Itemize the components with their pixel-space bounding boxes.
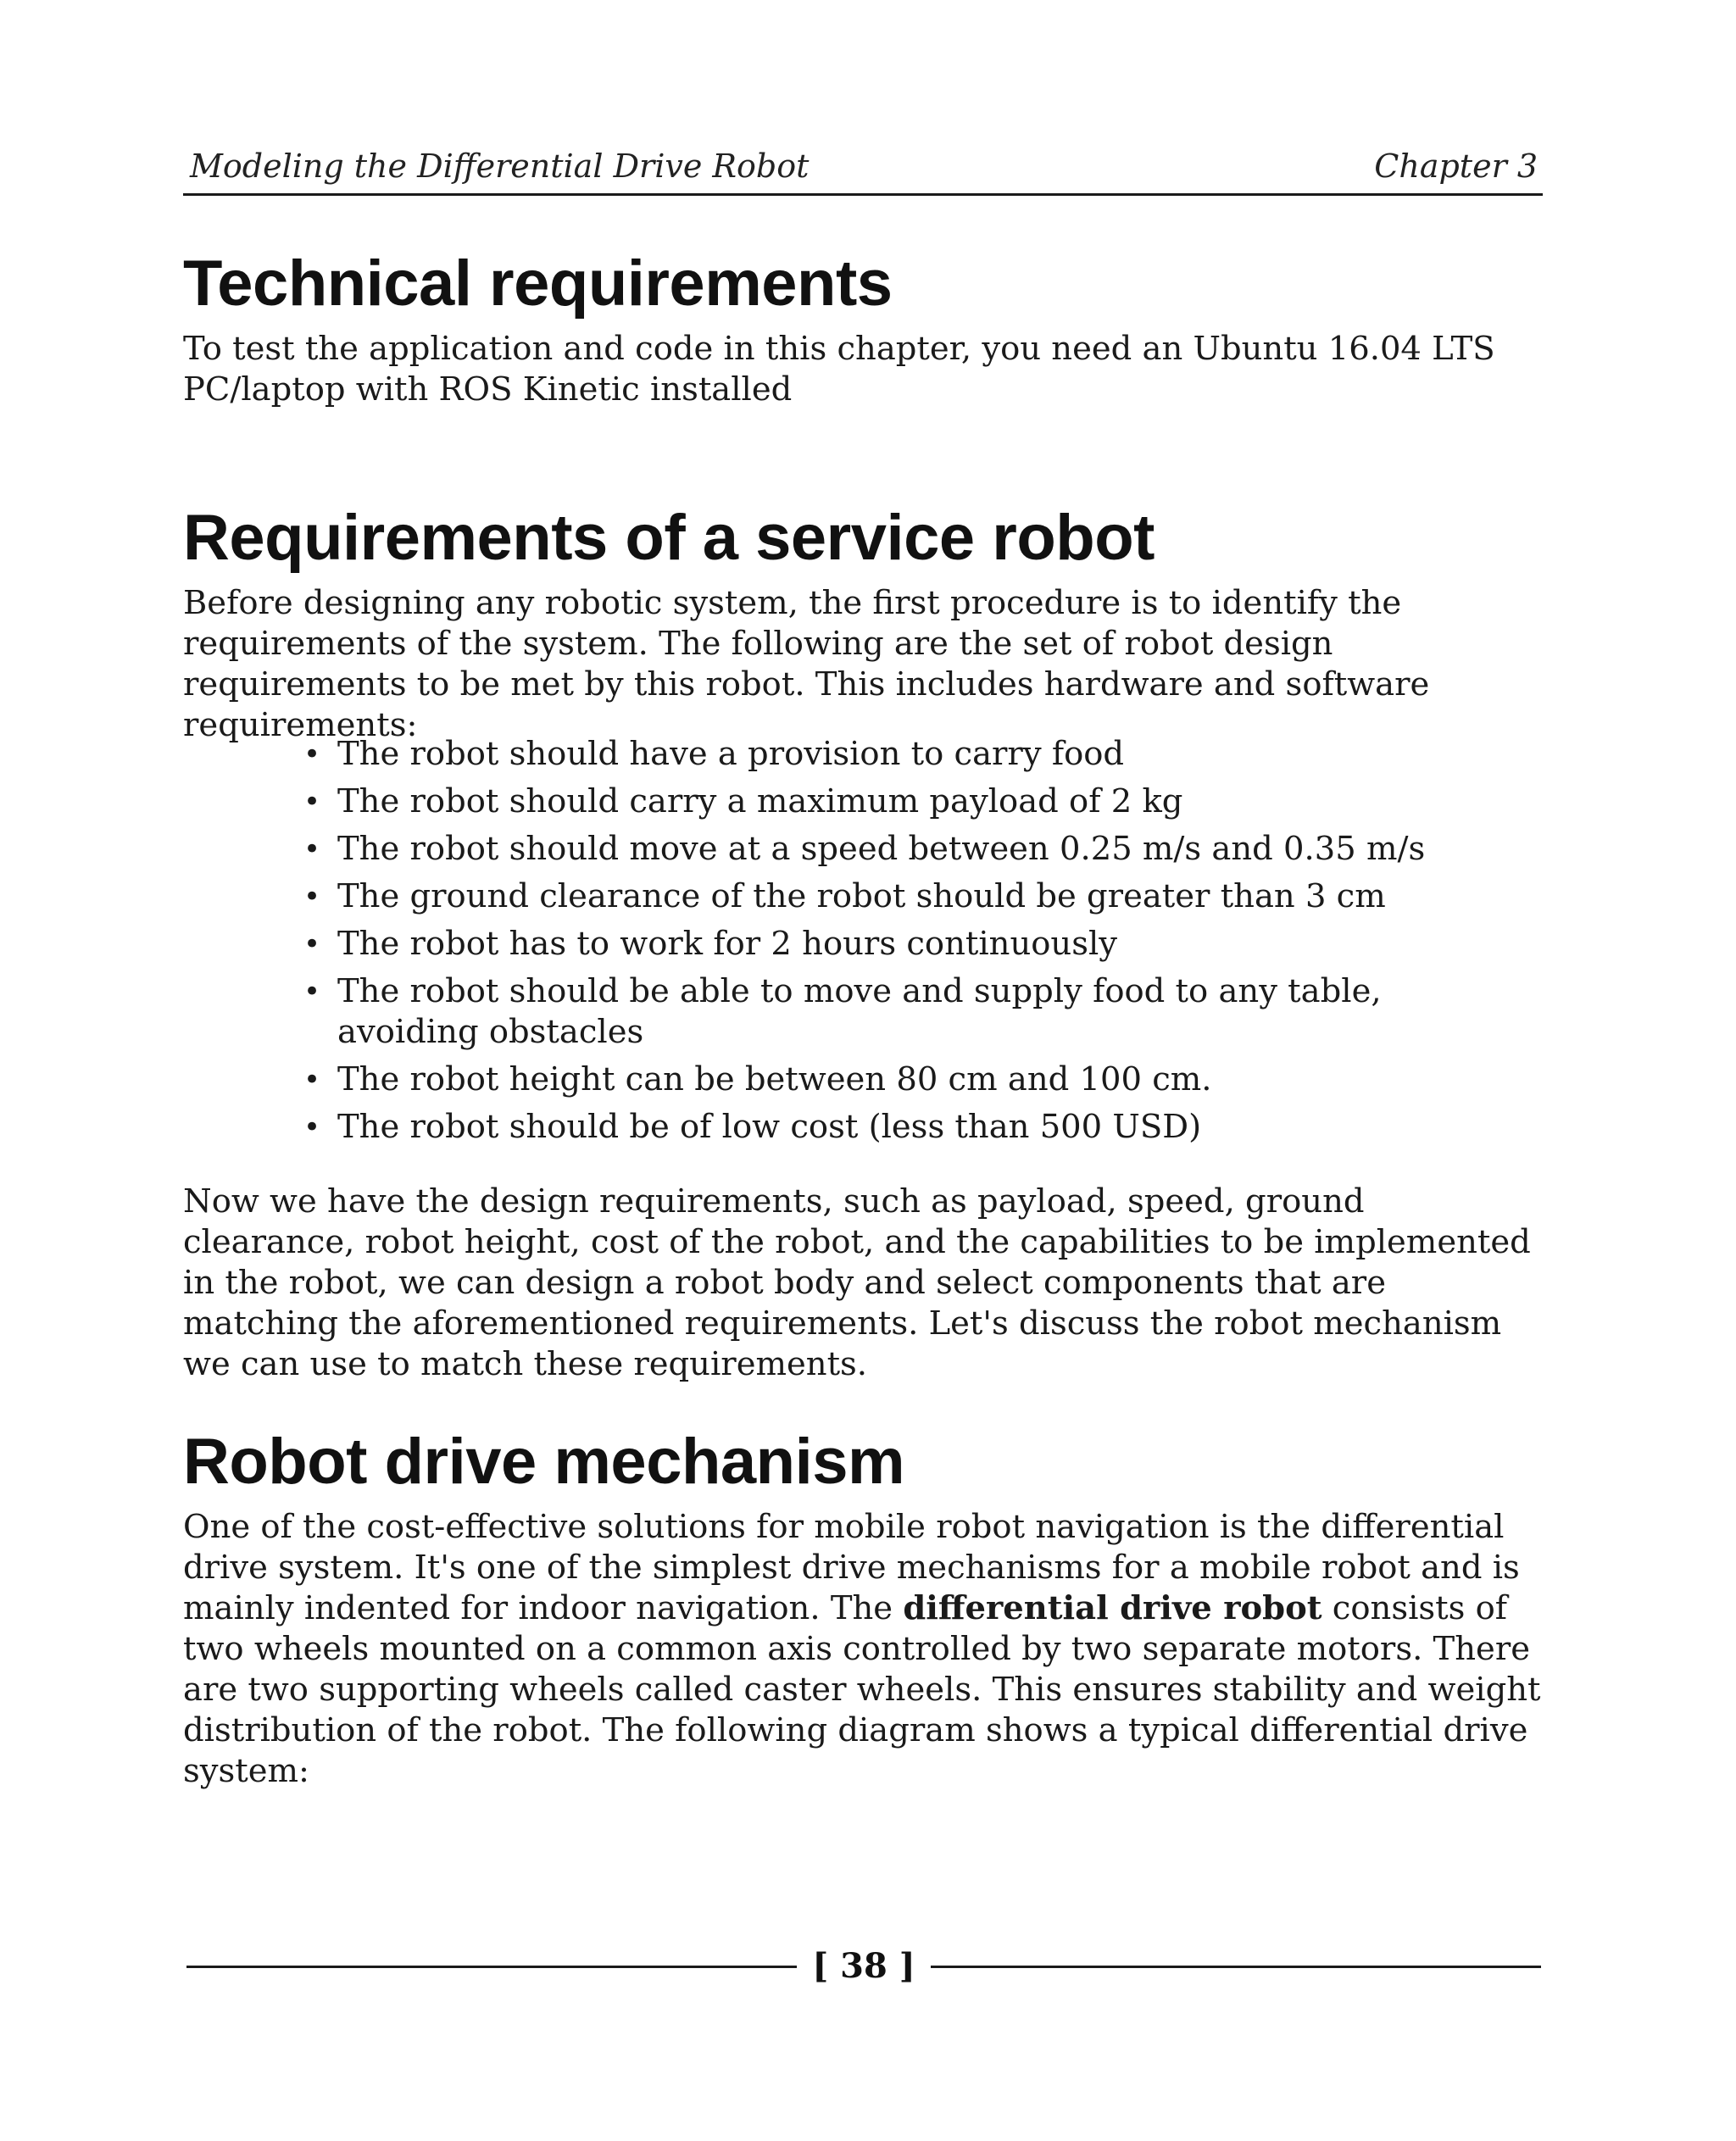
paragraph-service-intro: Before designing any robotic system, the first procedure is to identify the requirements of the system. The following are the set of robot design requirements to be met by this robot. This includes hardware and software requirements: (183, 584, 1430, 744)
list-item: • The robot should carry a maximum payload of 2 kg (303, 782, 1183, 820)
list-item: • The robot has to work for 2 hours continuously (303, 925, 1118, 963)
term-differential-drive-robot: differential drive robot (903, 1589, 1322, 1627)
list-item: • The robot should move at a speed between 0.25 m/s and 0.35 m/s (303, 830, 1426, 868)
paragraph-drive-body: One of the cost-effective solutions for mobile robot navigation is the differential drive system. It's one of the simplest drive mechanisms for a mobile robot and is mainly indented for indoor navigation. The differential drive robot consists of two wheels mounted on a common axis controlled by two separate motors. There are two supporting wheels called caster wheels. This ensures stability and weight distribution of the robot. The following diagram shows a typical differential drive system: (183, 1508, 1541, 1790)
section-service-conclusion (183, 1182, 1543, 1385)
header-title: Modeling the Differential Drive Robot (190, 147, 810, 185)
bullet-icon: • (303, 975, 321, 1009)
header-chapter: Chapter 3 (1374, 147, 1538, 185)
list-item: • The robot height can be between 80 cm and 100 cm. (303, 1060, 1212, 1098)
heading-robot-drive: Robot drive mechanism (183, 1426, 905, 1498)
page-number: [ 38 ] (812, 1946, 915, 1986)
paragraph-technical-body: To test the application and code in this chapter, you need an Ubuntu 16.04 LTS PC/laptop with ROS Kinetic installed (183, 330, 1495, 409)
heading-service-robot: Requirements of a service robot (183, 502, 1155, 574)
bullet-icon: • (303, 832, 321, 866)
section-service-robot-requirements (183, 500, 1543, 746)
list-item: • The robot should be able to move and supply food to any table, avoiding obstacles (303, 972, 1382, 1051)
list-item: • The robot should have a provision to carry food (303, 735, 1125, 773)
footer-rule-left (186, 1966, 797, 1968)
bullet-icon: • (303, 785, 321, 819)
page-footer (183, 1941, 1543, 1992)
list-item: • The ground clearance of the robot should be greater than 3 cm (303, 877, 1386, 915)
bullet-icon: • (303, 927, 321, 961)
section-technical-requirements (183, 246, 1543, 410)
paragraph-service-conclusion: Now we have the design requirements, such as payload, speed, ground clearance, robot height, cost of the robot, and the capabilities to be implemented in the robot, we can design a robot body and select components that are matching the aforementioned requirements. Let's discuss the robot mechanism we can use to match these requirements. (183, 1182, 1531, 1383)
bullet-icon: • (303, 1110, 321, 1144)
section-robot-drive-mechanism (183, 1424, 1543, 1792)
heading-technical-requirements: Technical requirements (183, 247, 893, 320)
running-header (183, 142, 1543, 196)
bullet-icon: • (303, 737, 321, 771)
footer-rule-right (931, 1966, 1541, 1968)
bullet-icon: • (303, 1063, 321, 1097)
requirements-list (303, 734, 1524, 1154)
bullet-icon: • (303, 880, 321, 914)
list-item: • The robot should be of low cost (less than 500 USD) (303, 1108, 1202, 1146)
